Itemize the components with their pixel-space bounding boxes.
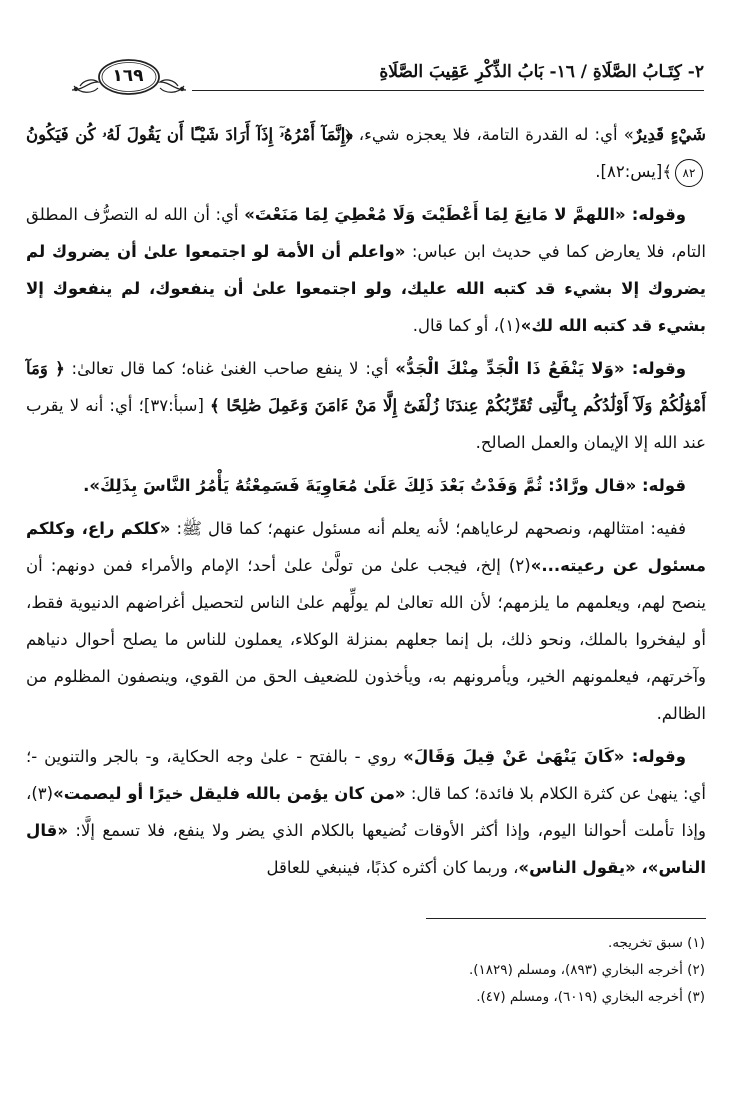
page-header [32,56,704,100]
paragraph-p1 [26,116,706,190]
paragraph-p3 [26,350,706,461]
quran-verse: شَيْءٍ قَدِيرٌ [633,125,706,144]
paragraph-p6 [26,738,706,886]
emphasis-run: وقوله: «اللهمَّ لا مَانِعَ لِمَا أَعْطَيْتَ وَلَا مُعْطِيَ لِمَا مَنَعْتَ» [244,205,686,224]
header-rule [192,90,704,91]
text-run: ﴾[يس:٨٢]. [595,162,672,181]
text-run: روي - بالفتح - علىٰ وجه الحكاية، و- بالجر والتنوين -؛ أي: ينهىٰ عن كثرة الكلام بلا فائدة؛ كما قال: [26,747,706,803]
paragraph-p4 [26,467,706,504]
emphasis-run: «قال الناس»، «يقول الناس» [26,821,706,877]
footnote-3: (٣) أخرجه البخاري (٦٠١٩)، ومسلم (٤٧). [476,989,705,1005]
text-run: ، وربما كان أكثره كذبًا، فينبغي للعاقل [266,858,519,877]
emphasis-run: «كلكم راع، وكلكم مسئول عن رعيته...» [26,519,706,575]
text-run: أي: لا ينفع صاحب الغنىٰ غناه؛ كما قال تعالىٰ: [64,359,396,378]
text-run: أي: أن الله له التصرُّف المطلق التام، فلا يعارض كما في حديث ابن عباس: [26,205,707,261]
emphasis-run: وقوله: «كَانَ يَنْهَىٰ عَنْ قِيلَ وَقَالَ» [403,747,686,766]
paragraph-p5 [26,510,706,732]
text-run: (٢) إلخ، فيجب علىٰ من تولَّىٰ علىٰ أحد؛ الإمام والأمراء فمن دونهم: أن ينصح لهم، ويعلمهم ما يلزمهم؛ لأن الله تعالىٰ لم يولِّهم علىٰ الناس لتحصيل أغراضهم الدنيوية فقط، أو ليفخروا بالملك، ونحو ذلك، بل إنما جعلهم بمنزلة الوكلاء، يعملون للناس ما يصلح أحوال دنياهم وآخرتهم، فيعلمونهم الخير، ويأمرونهم به، ويأخذون للضعيف الحق من القوي، وينصفون المظلوم من الظالم. [26,556,706,723]
footnote-2: (٢) أخرجه البخاري (٨٩٣)، ومسلم (١٨٢٩). [468,962,705,978]
emphasis-run: قوله: «قال ورَّادٌ: ثُمَّ وَفَدْتُ بَعْدَ ذَلِكَ عَلَىٰ مُعَاوِيَةَ فَسَمِعْتُهُ يَأْمُرُ النَّاسَ بِذَلِكَ». [83,476,686,495]
quran-verse: ﴿إِنَّمَآ أَمْرُهُۥٓ إِذَآ أَرَادَ شَيْـًٔا أَن يَقُولَ لَهُۥ كُن فَيَكُونُ [26,125,353,144]
text-run: [سبأ:٣٧]؛ أي: أنه لا يقرب عند الله إلا الإيمان والعمل الصالح. [26,396,706,452]
text-run: (٣)، وإذا تأملت أحوالنا اليوم، وإذا أكثر الأوقات نُضيعها بالكلام الذي يضر ولا ينفع، فلا تسمع إلَّا: [26,784,706,840]
footnote-separator [426,918,706,919]
main-text [26,116,706,892]
footnote-1: (١) سبق تخريجه. [608,935,705,951]
ayah-number-icon: ٨٢ [675,159,703,187]
text-run: ففيه: امتثالهم، ونصحهم لرعاياهم؛ لأنه يعلم أنه مسئول عنهم؛ كما قال ﷺ: [170,519,687,538]
emphasis-run: وقوله: «وَلا يَنْفَعُ ذَا الْجَدِّ مِنْكَ الْجَدُّ» [395,359,686,378]
page-number: ١٦٩ [112,66,144,86]
emphasis-run: «واعلم أن الأمة لو اجتمعوا علىٰ أن يضروك لم يضروك إلا بشيء قد كتبه الله عليك، ولو اجتمعوا علىٰ أن ينفعوك، لم ينفعوك إلا بشيء قد كتبه الله لك» [26,242,706,335]
page-number-ornament [70,56,188,100]
text-run: » أي: له القدرة التامة، فلا يعجزه شيء، [352,125,634,144]
paragraph-p2 [26,196,706,344]
chapter-title: ٢- كِتَـابُ الصَّلَاةِ / ١٦- بَابُ الذِّكْرِ عَقِيبَ الصَّلَاةِ [379,62,704,82]
quran-verse: ﴿ وَمَآ أَمْوَٰلُكُمْ وَلَآ أَوْلَٰدُكُم بِٱلَّتِى تُقَرِّبُكُمْ عِندَنَا زُلْفَىٰٓ إِلَّا مَنْ ءَامَنَ وَعَمِلَ صَٰلِحًا ﴾ [26,359,707,415]
emphasis-run: «من كان يؤمن بالله فليقل خيرًا أو ليصمت» [53,784,406,803]
text-run: (١)، أو كما قال. [412,316,521,335]
footnotes [25,930,705,1011]
